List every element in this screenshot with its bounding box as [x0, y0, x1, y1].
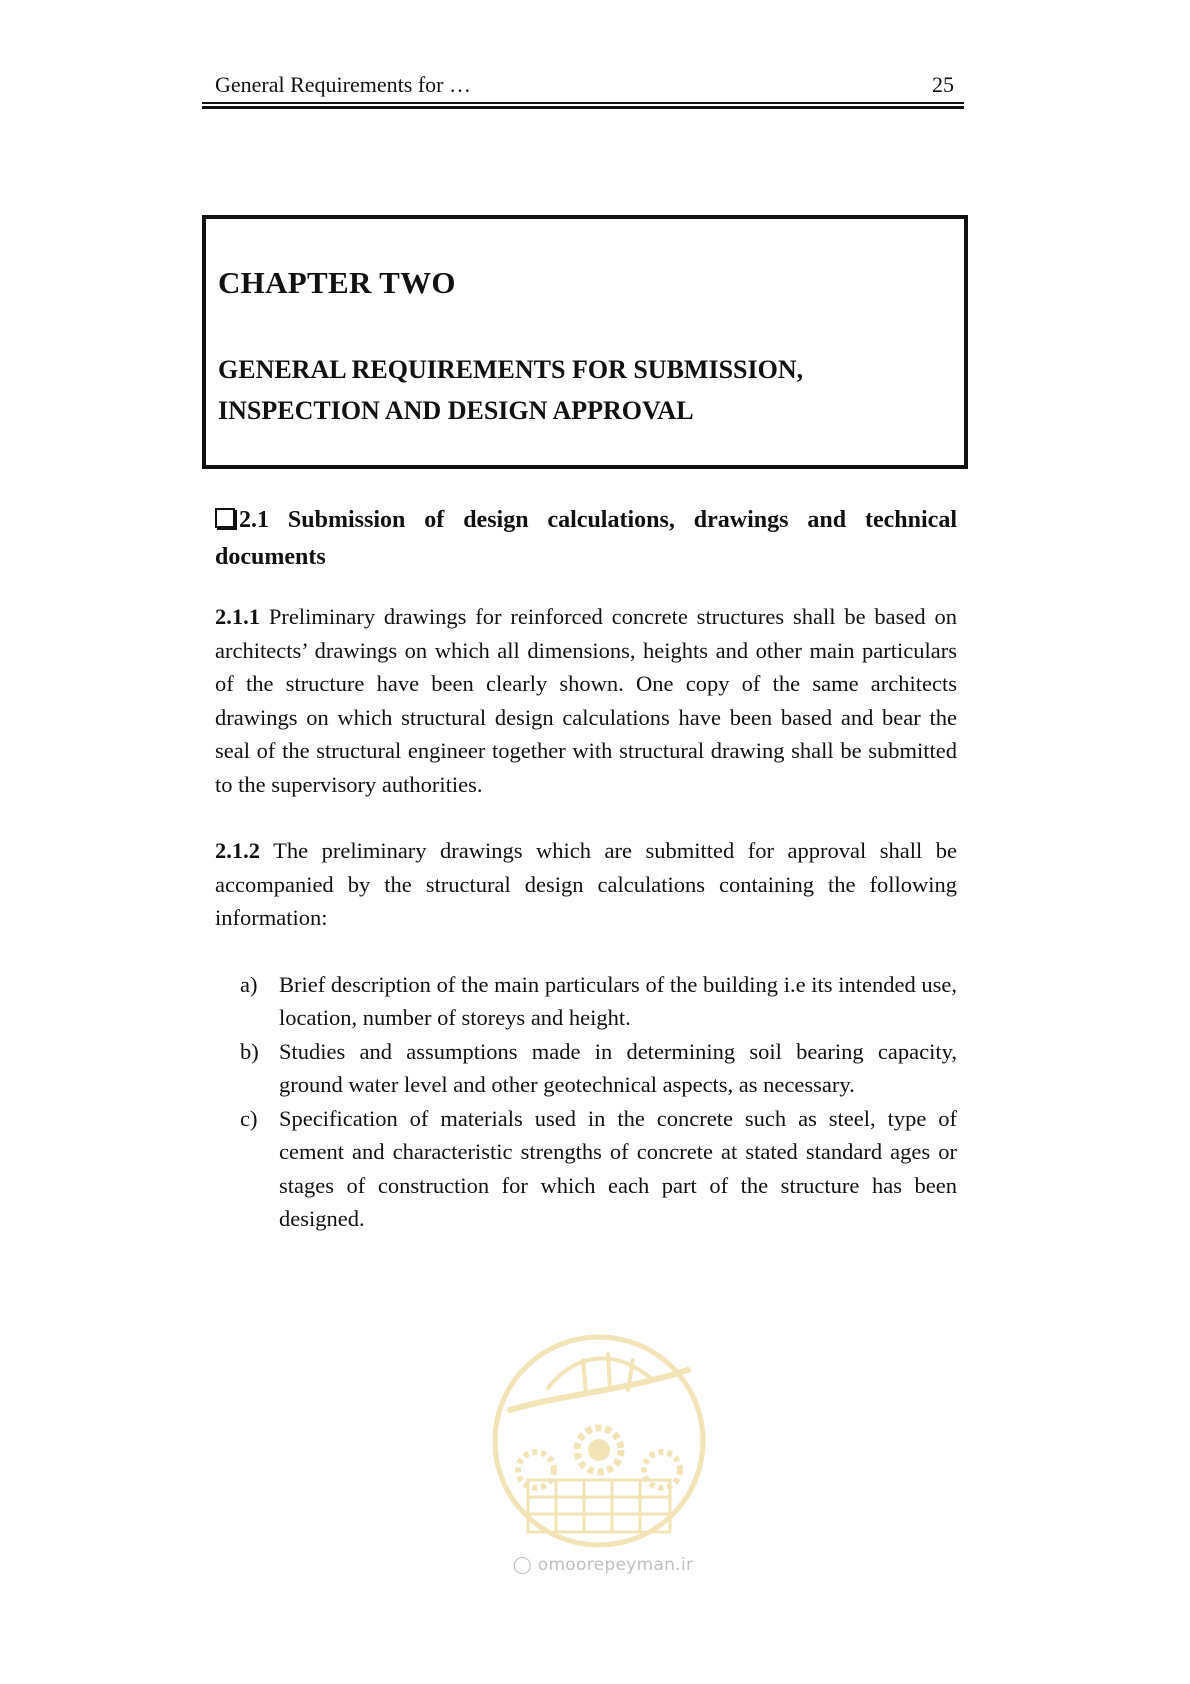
paragraph-number: 2.1.1 — [215, 604, 260, 629]
paragraph-text: The preliminary drawings which are submitted for approval shall be accompanied by the structural design calculations containing the following information: — [215, 838, 957, 930]
list-marker: b) — [240, 1038, 259, 1064]
page-number: 25 — [932, 72, 954, 97]
page-body — [215, 502, 957, 1236]
chapter-title — [218, 349, 938, 431]
paragraph-2-1-2 — [215, 834, 957, 935]
header-rule-thin — [202, 102, 964, 104]
list-item-text: Studies and assumptions made in determining soil bearing capacity, ground water level and other geotechnical aspects, as necessary. — [279, 1038, 957, 1097]
section-heading — [215, 502, 957, 576]
list-marker: a) — [240, 971, 258, 997]
watermark-logo-icon — [488, 1330, 710, 1552]
list-item — [215, 1102, 957, 1236]
list-marker: c) — [240, 1105, 258, 1131]
section-heading-text: 2.1 Submission of design calculations, drawings and technical documents — [215, 507, 957, 570]
running-header-title: General Requirements for … — [215, 72, 471, 97]
running-header — [202, 68, 964, 104]
requirements-list — [215, 968, 957, 1236]
paragraph-2-1-1 — [215, 600, 957, 801]
watermark-url: ◯ omoorepeyman.ir — [512, 1555, 694, 1575]
paragraph-text: Preliminary drawings for reinforced concrete structures shall be based on architects’ drawings on which all dimensions, heights and other main particulars of the structure have been clearly shown. One copy of the same architects drawings on which structural design calculations have been based and bear the seal of the structural engineer together with structural drawing shall be submitted to the supervisory authorities. — [215, 604, 957, 797]
list-item — [215, 1035, 957, 1102]
chapter-label: CHAPTER TWO — [218, 265, 456, 300]
list-item-text: Specification of materials used in the concrete such as steel, type of cement and characteristic strengths of concrete at stated standard ages or stages of construction for which each part of the structure has been designed. — [279, 1105, 957, 1231]
chapter-title-line-1: GENERAL REQUIREMENTS FOR SUBMISSION, — [218, 355, 804, 384]
header-rule-thick — [202, 106, 964, 109]
paragraph-number: 2.1.2 — [215, 838, 260, 863]
list-item-text: Brief description of the main particulars of the building i.e its intended use, location, number of storeys and height. — [279, 971, 957, 1030]
chapter-title-box — [202, 215, 968, 469]
watermark — [488, 1330, 710, 1590]
checkbox-bullet-icon — [215, 508, 235, 528]
chapter-title-line-2: INSPECTION AND DESIGN APPROVAL — [218, 396, 694, 425]
list-item — [215, 968, 957, 1035]
